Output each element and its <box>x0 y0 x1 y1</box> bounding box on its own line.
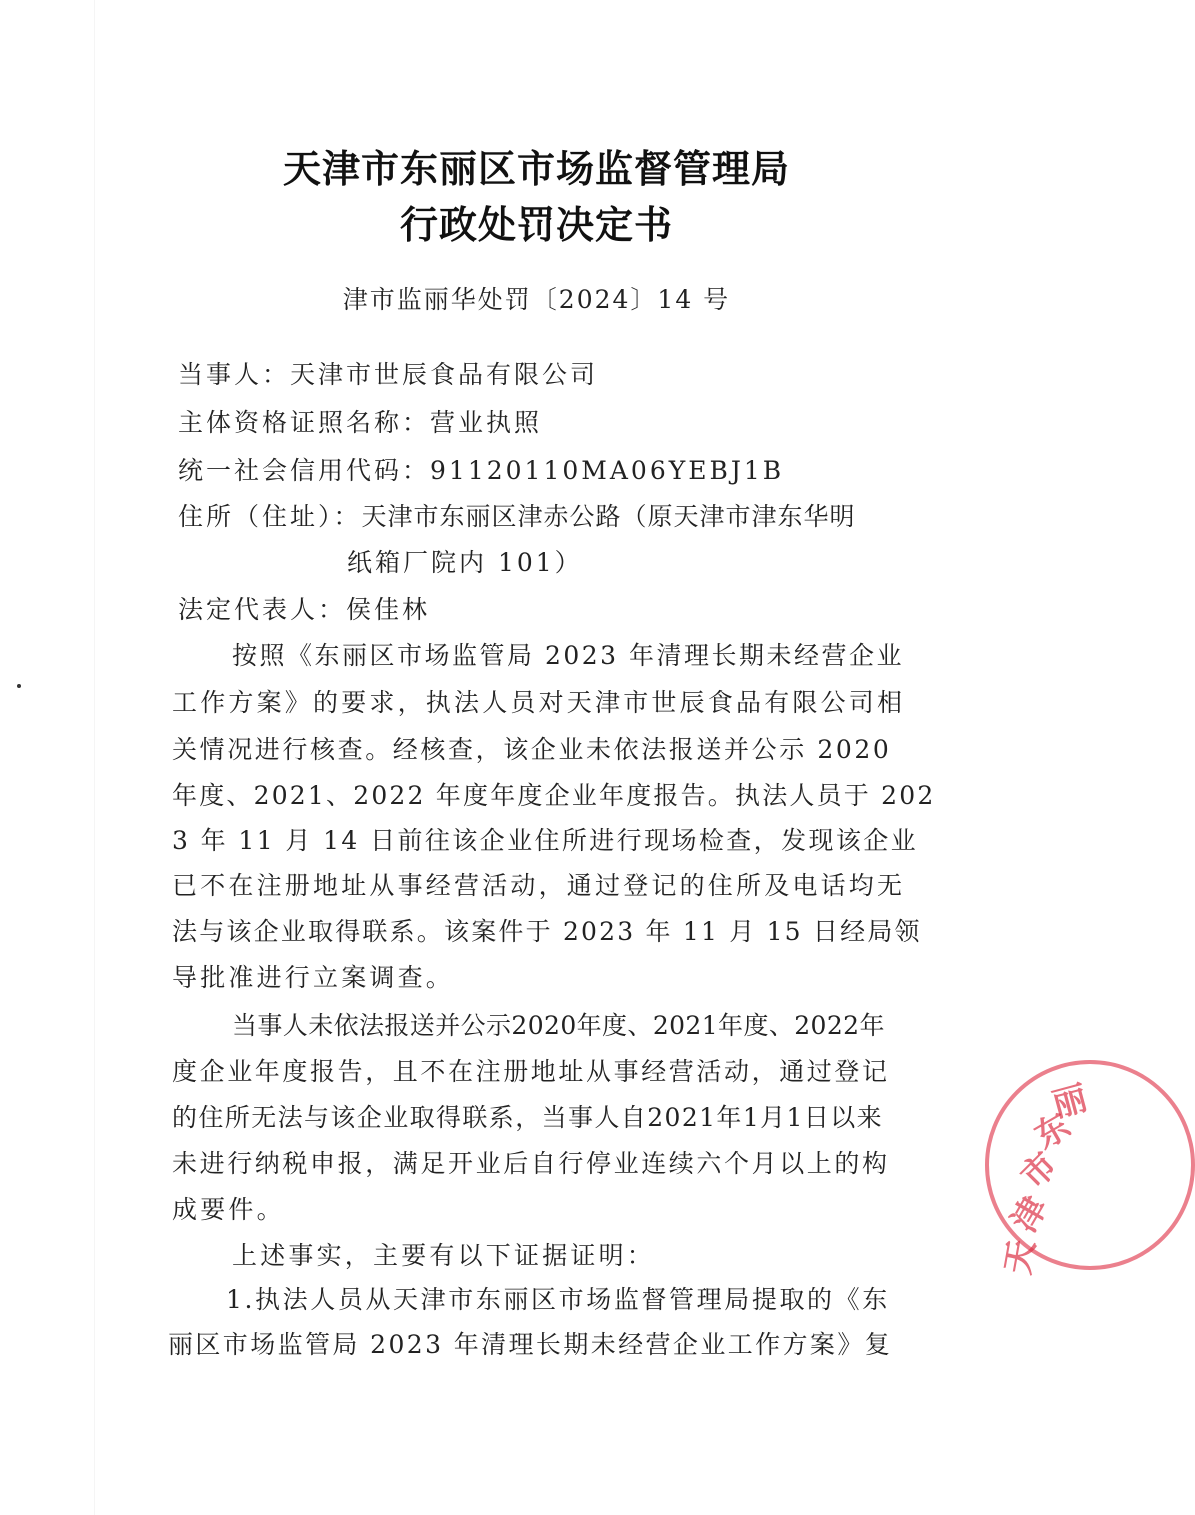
address-value-line-1: 天津市东丽区津赤公路（原天津市津东华明 <box>361 502 856 531</box>
seal-char: 东 <box>1028 1105 1078 1158</box>
document-number: 津市监丽华处罚〔2024〕14 号 <box>342 285 731 314</box>
scan-speck <box>17 684 21 688</box>
paragraph-1-line: 关情况进行核查。经核查，该企业未依法报送并公示 2020 <box>172 735 892 764</box>
paragraph-1-line: 按照《东丽区市场监管局 2023 年清理长期未经营企业 <box>232 641 905 670</box>
paragraph-3-line: 上述事实，主要有以下证据证明： <box>232 1241 656 1270</box>
title-line-2: 行政处罚决定书 <box>399 202 673 247</box>
paragraph-2-line: 未进行纳税申报，满足开业后自行停业连续六个月以上的构 <box>172 1149 890 1178</box>
paragraph-4-line: 丽区市场监管局 2023 年清理长期未经营企业工作方案》复 <box>168 1330 893 1359</box>
legal-rep-value: 侯佳林 <box>346 595 431 624</box>
paragraph-2-line: 的住所无法与该企业取得联系，当事人自2021年1月1日以来 <box>172 1103 884 1132</box>
credit-code-value: 91120110MA06YEBJ1B <box>430 456 785 485</box>
paragraph-1-line: 工作方案》的要求，执法人员对天津市世辰食品有限公司相 <box>172 688 906 717</box>
license-row <box>178 403 542 439</box>
legal-rep-row <box>178 590 430 626</box>
paragraph-2-line: 当事人未依法报送并公示2020年度、2021年度、2022年 <box>232 1011 885 1040</box>
paragraph-1-line: 已不在注册地址从事经营活动，通过登记的住所及电话均无 <box>172 871 906 900</box>
address-row <box>178 497 856 533</box>
paragraph-2-line: 成要件。 <box>172 1195 285 1224</box>
seal-char: 天 <box>997 1236 1044 1278</box>
paragraph-4-line: 1.执法人员从天津市东丽区市场监督管理局提取的《东 <box>226 1285 890 1314</box>
seal-char: 丽 <box>1048 1078 1092 1126</box>
paragraph-1-line: 3 年 11 月 14 日前往该企业住所进行现场检查，发现该企业 <box>172 826 919 855</box>
address-label: 住所（住址）： <box>178 502 362 531</box>
title-line-1: 天津市东丽区市场监督管理局 <box>282 146 790 191</box>
paragraph-1-line: 年度、2021、2022 年度年度企业年度报告。执法人员于 202 <box>172 781 936 810</box>
paragraph-1-line: 法与该企业取得联系。该案件于 2023 年 11 月 15 日经局领 <box>172 917 922 946</box>
credit-code-label: 统一社会信用代码： <box>178 456 431 485</box>
license-value: 营业执照 <box>430 408 543 437</box>
legal-rep-label: 法定代表人： <box>178 595 347 624</box>
seal-char: 市 <box>1013 1144 1066 1198</box>
party-name-value: 天津市世辰食品有限公司 <box>290 360 599 389</box>
license-label: 主体资格证照名称： <box>178 408 431 437</box>
party-name-row <box>178 355 598 391</box>
paragraph-2-line: 度企业年度报告，且不在注册地址从事经营活动，通过登记 <box>172 1057 890 1086</box>
seal-char: 津 <box>1004 1189 1056 1239</box>
party-name-label: 当事人： <box>178 360 291 389</box>
address-continuation-row <box>347 543 583 579</box>
paragraph-1-line: 导批准进行立案调查。 <box>172 963 455 992</box>
credit-code-row <box>178 451 784 487</box>
address-value-line-2: 纸箱厂院内 101） <box>347 548 583 577</box>
